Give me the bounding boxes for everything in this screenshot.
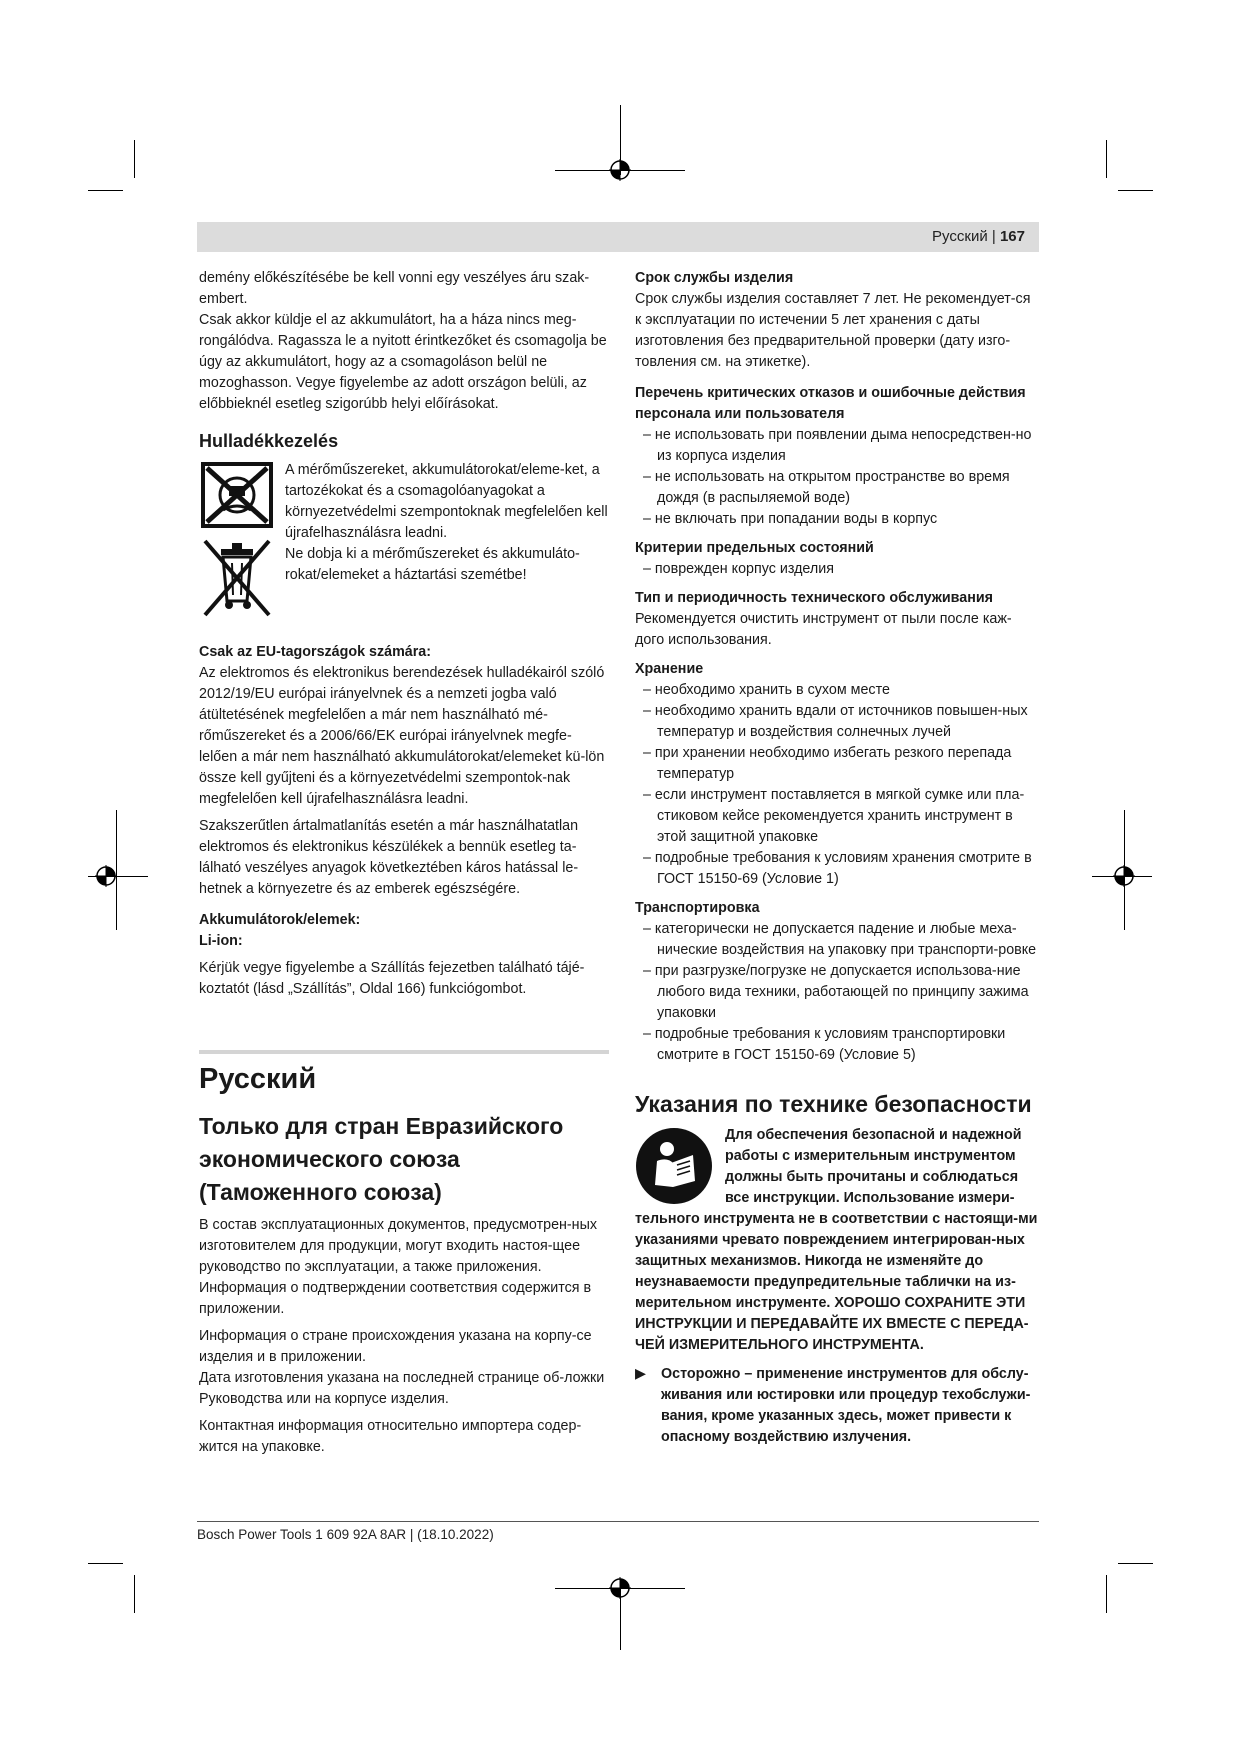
list-item: – категорически не допускается падение и любые меха-нические воздействия на упаковку при транспорти-ровке bbox=[643, 921, 1037, 958]
paragraph: Csak akkor küldje el az akkumulátort, ha a háza nincs meg-rongálódva. Ragassza le a nyitott érintkezőket és csomagolja be úgy az akkumulátort, hogy az a csomagoláson belül ne mozoghasson. Vegye figyelembe az adott országon belüli, az előbbieknél esetleg szigorúbb helyi előírásokat. bbox=[199, 312, 607, 412]
footer-divider bbox=[197, 1521, 1039, 1522]
eu-heading: Csak az EU-tagországok számára: bbox=[199, 644, 432, 660]
right-column bbox=[635, 268, 1040, 1448]
warning-text: Осторожно – применение инструментов для обслу-живания или юстировки или процедур техобслужи-вания, кроме указанных здесь, может привести к опасному воздействию излучения. bbox=[661, 1366, 1031, 1445]
crop-mark bbox=[1118, 1563, 1153, 1564]
registration-target-icon bbox=[1113, 865, 1135, 887]
maintenance-heading: Тип и периодичность технического обслуживания bbox=[635, 590, 993, 606]
disposal-block bbox=[199, 460, 609, 626]
page-header bbox=[197, 222, 1039, 252]
crop-mark bbox=[88, 1563, 123, 1564]
transport-heading: Транспортировка bbox=[635, 900, 760, 916]
paragraph: Информация о подтверждении соответствия содержится в приложении. bbox=[199, 1280, 592, 1317]
battery-heading: Akkumulátorok/elemek: bbox=[199, 912, 361, 928]
paragraph: demény előkészítésébe be kell vonni egy veszélyes áru szak-embert. bbox=[199, 270, 590, 307]
paragraph: Дата изготовления указана на последней странице об-ложки Руководства или на корпусе изделия. bbox=[199, 1370, 605, 1407]
crop-mark bbox=[1106, 140, 1107, 178]
left-column bbox=[199, 268, 609, 1458]
safety-title: Указания по технике безопасности bbox=[635, 1091, 1032, 1117]
paragraph: A mérőműszereket, akkumulátorokat/eleme-ket, a tartozékokat és a csomagolóanyagokat a környezetvédelmi szempontoknak megfelelően kell újrafelhasználásra leadni. bbox=[285, 462, 608, 541]
language-title: Русский bbox=[199, 1063, 317, 1095]
list-item: – не включать при попадании воды в корпус bbox=[643, 511, 938, 527]
registration-target-icon bbox=[609, 159, 631, 181]
warning-arrow-icon: ▶ bbox=[635, 1366, 646, 1382]
list-item: – не использовать на открытом пространстве во время дождя (в распыляемой воде) bbox=[643, 469, 1010, 506]
paragraph: Рекомендуется очистить инструмент от пыли после каж-дого использования. bbox=[635, 611, 1012, 648]
crop-mark bbox=[1118, 190, 1153, 191]
crop-mark bbox=[88, 190, 123, 191]
disposal-heading: Hulladékkezelés bbox=[199, 431, 339, 451]
limit-list bbox=[635, 559, 1040, 580]
registration-target-icon bbox=[609, 1577, 631, 1599]
limit-heading: Критерии предельных состояний bbox=[635, 540, 874, 556]
list-item: – при разгрузке/погрузке не допускается использова-ние любого вида техники, работающей по принципу зажима упаковки bbox=[643, 963, 1029, 1021]
crop-mark bbox=[134, 140, 135, 178]
safety-paragraph: Для обеспечения безопасной и надежной работы с измерительным инструментом должны быть прочитаны и соблюдаться все инструкции. Использование измери-тельного инструмента не в соответствии с настоящи-ми указаниями чревато повреждением интегрирован-ных защитных механизмов. Никогда не изменяйте до неузнаваемости предупредительные таблички на из-мерительном инструменте. ХОРОШО СОХРАНИТЕ ЭТИ ИНСТРУКЦИИ И ПЕРЕДАВАЙТЕ ИХ ВМЕСТЕ С ПЕРЕДА-ЧЕЙ ИЗМЕРИТЕЛЬНОГО ИНСТРУМЕНТА. bbox=[635, 1127, 1038, 1353]
crop-mark bbox=[134, 1575, 135, 1613]
page-number: 167 bbox=[999, 228, 1025, 245]
list-item: – подробные требования к условиям хранения смотрите в ГОСТ 15150-69 (Условие 1) bbox=[643, 850, 1032, 887]
read-manual-icon bbox=[635, 1127, 713, 1205]
paragraph: Ne dobja ki a mérőműszereket és akkumuláto-rokat/elemeket a háztartási szemétbe! bbox=[285, 546, 580, 583]
crop-mark bbox=[1106, 1575, 1107, 1613]
paragraph: В состав эксплуатационных документов, предусмотрен-ных изготовителем для продукции, могут входить настоя-щее руководство по эксплуатации, а также приложения. bbox=[199, 1217, 597, 1275]
eaeu-title: Только для стран Евразийского экономического союза (Таможенного союза) bbox=[199, 1113, 564, 1205]
safety-block bbox=[635, 1125, 1040, 1356]
transport-list bbox=[635, 919, 1040, 1066]
crossed-bin-icon bbox=[199, 535, 275, 621]
storage-list bbox=[635, 680, 1040, 890]
paragraph: Контактная информация относительно импортера содер-жится на упаковке. bbox=[199, 1418, 582, 1455]
radiation-warning bbox=[635, 1364, 1040, 1448]
footer-text: Bosch Power Tools 1 609 92A 8AR | (18.10.2022) bbox=[197, 1527, 494, 1542]
paragraph: Kérjük vegye figyelembe a Szállítás fejezetben található tájé-koztatót (lásd „Szállítás”, Oldal 166) funkciógombot. bbox=[199, 960, 585, 997]
failures-list bbox=[635, 425, 1040, 530]
liion-heading: Li-ion: bbox=[199, 933, 243, 949]
list-item: – не использовать при появлении дыма непосредствен-но из корпуса изделия bbox=[643, 427, 1032, 464]
paragraph: Szakszerűtlen ártalmatlanítás esetén a már használhatatlan elektromos és elektronikus készülékek a bennük esetleg ta-lálható veszélyes anyagok következtében káros hatással le-hetnek a környezetre és az emberek egészségére. bbox=[199, 818, 579, 897]
list-item: – подробные требования к условиям транспортировки смотрите в ГОСТ 15150-69 (Условие 5) bbox=[643, 1026, 1006, 1063]
failures-heading: Перечень критических отказов и ошибочные действия персонала или пользователя bbox=[635, 385, 1026, 422]
header-separator: | bbox=[991, 228, 996, 245]
paragraph: Az elektromos és elektronikus berendezések hulladékairól szóló 2012/19/EU európai irányelvnek és a nemzeti jogba való átültetésének megfelelően a már nem használható mé-rőműszereket és a 2006/66/EK európai irányelvnek megfe-lelően a már nem használható akkumulátorokat/elemeket kü-lön össze kell gyűjteni és a környezetvédelmi szempontok-nak megfelelően kell újrafelhasználásra leadni. bbox=[199, 665, 605, 807]
life-heading: Срок службы изделия bbox=[635, 270, 794, 286]
list-item: – при хранении необходимо избегать резкого перепада температур bbox=[643, 745, 1012, 782]
header-section: Русский bbox=[932, 228, 988, 245]
paragraph: Информация о стране происхождения указана на корпу-се изделия и в приложении. bbox=[199, 1328, 592, 1365]
battery-recycle-icon bbox=[199, 460, 275, 530]
registration-target-icon bbox=[95, 865, 117, 887]
storage-heading: Хранение bbox=[635, 661, 704, 677]
header-page-label bbox=[932, 228, 1025, 245]
list-item: – поврежден корпус изделия bbox=[643, 561, 834, 577]
list-item: – необходимо хранить вдали от источников повышен-ных температур и воздействия солнечных лучей bbox=[643, 703, 1028, 740]
list-item: – необходимо хранить в сухом месте bbox=[643, 682, 890, 698]
paragraph: Срок службы изделия составляет 7 лет. Не рекомендует-ся к эксплуатации по истечении 5 лет хранения с даты изготовления без предварительной проверки (дату изго-товления см. на этикетке). bbox=[635, 291, 1031, 370]
list-item: – если инструмент поставляется в мягкой сумке или пла-стиковом кейсе рекомендуется хранить инструмент в этой защитной упаковке bbox=[643, 787, 1025, 845]
